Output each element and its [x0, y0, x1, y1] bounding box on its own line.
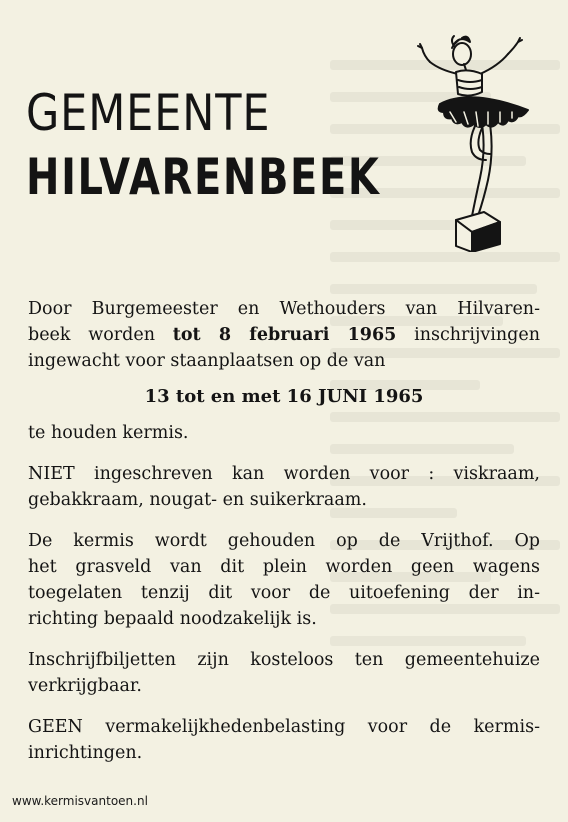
notice-line-deadline	[28, 322, 540, 348]
notice-line: De kermis wordt gehouden op de Vrijthof. Op	[28, 531, 540, 551]
ballerina-on-pedestal-icon	[410, 20, 560, 252]
notice-line: GEEN vermakelijkhedenbelasting voor de kermis-	[28, 717, 540, 737]
deadline-date: tot 8 februari 1965	[172, 325, 397, 345]
notice-line: Door Burgemeester en Wethouders van Hilvaren-	[28, 299, 540, 319]
notice-line: Inschrijfbiljetten zijn kosteloos ten gemeentehuize	[28, 650, 540, 670]
text-fragment: beek worden	[28, 325, 173, 345]
text-fragment: inschrijvingen	[396, 325, 540, 345]
notice-line: toegelaten tenzij dit voor de uitoefening der in-	[28, 583, 540, 603]
notice-line: NIET ingeschreven kan worden voor : viskraam,	[28, 464, 540, 484]
notice-body	[28, 296, 540, 766]
notice-line: verkrijgbaar.	[28, 676, 142, 696]
event-dates: 13 tot en met 16 JUNI 1965	[144, 386, 424, 407]
municipality-name: HILVARENBEEK	[26, 148, 381, 206]
notice-line: ingewacht voor staanplaatsen op de van	[28, 351, 386, 371]
notice-line: richting bepaald noodzakelijk is.	[28, 609, 317, 629]
notice-line: gebakkraam, nougat- en suikerkraam.	[28, 490, 367, 510]
notice-line: het grasveld van dit plein worden geen wagens	[28, 557, 540, 577]
notice-line: te houden kermis.	[28, 423, 189, 443]
notice-line: inrichtingen.	[28, 743, 143, 763]
source-watermark: www.kermisvantoen.nl	[12, 794, 148, 808]
municipality-title: GEMEENTE	[26, 84, 271, 142]
